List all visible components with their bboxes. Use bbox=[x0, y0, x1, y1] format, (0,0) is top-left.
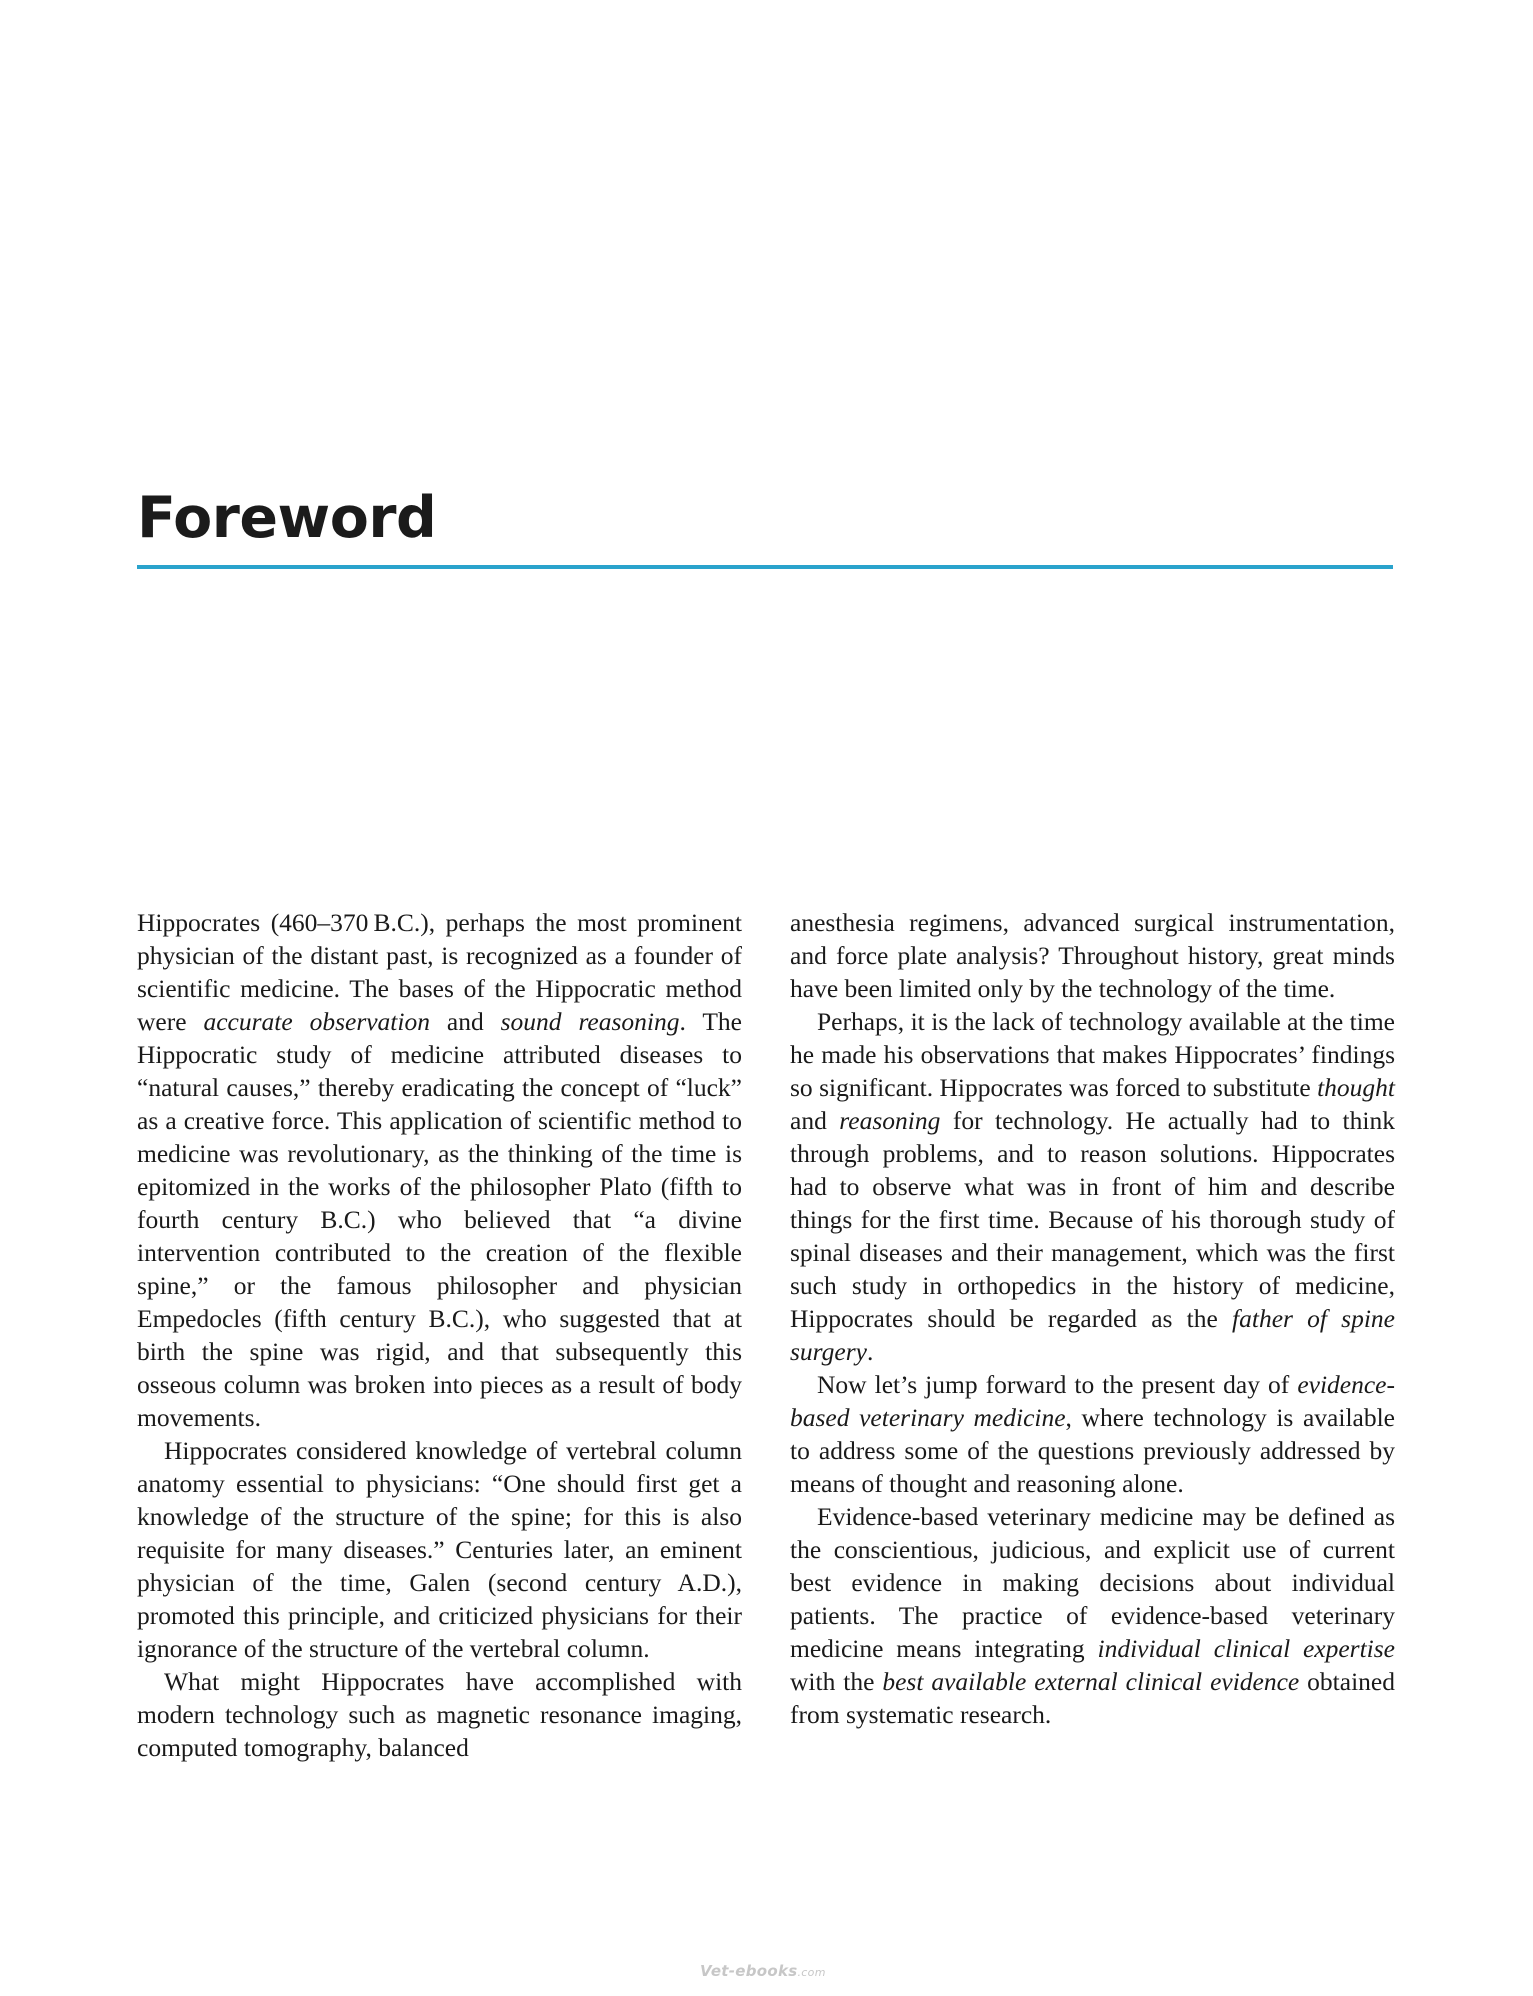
italic-text-run: father of spine surgery bbox=[790, 1304, 1395, 1366]
paragraph bbox=[137, 906, 742, 1434]
italic-text-run: sound reasoning bbox=[500, 1007, 680, 1036]
italic-text-run: best available external clinical evidence bbox=[882, 1667, 1300, 1696]
text-run: and bbox=[790, 1106, 840, 1135]
text-run: anesthesia regimens, advanced surgical instrumentation, and force plate analysis? Throughout history, great minds have been limited only by the technology of the time. bbox=[790, 908, 1395, 1003]
text-run: Perhaps, it is the lack of technology available at the time he made his observations that makes Hippocrates’ findings so significant. Hippocrates was forced to substitute bbox=[790, 1007, 1395, 1102]
watermark-site: Vet-ebooks bbox=[700, 1962, 798, 1980]
watermark bbox=[700, 1962, 826, 1980]
paragraph bbox=[137, 1665, 742, 1764]
text-run: , where technology is available to address some of the questions previously addressed by means of thought and reasoning alone. bbox=[790, 1403, 1395, 1498]
paragraph bbox=[790, 906, 1395, 1005]
text-run: with the bbox=[790, 1667, 883, 1696]
paragraph bbox=[790, 1005, 1395, 1368]
text-run: obtained from systematic research. bbox=[790, 1667, 1395, 1729]
text-run: Hippocrates (460–370 B.C.), perhaps the most prominent physician of the distant past, is recognized as a founder of scientific medicine. The bases of the Hippocratic method were bbox=[137, 908, 742, 1036]
paragraph bbox=[790, 1500, 1395, 1731]
italic-text-run: individual clinical expertise bbox=[1097, 1634, 1396, 1663]
text-run: . The Hippocratic study of medicine attributed diseases to “natural causes,” thereby eradicating the concept of “luck” as a creative force. This application of scientific method to medicine was revolutionary, as the thinking of the time is epitomized in the works of the philosopher Plato (fifth to fourth century B.C.) who believed that “a divine intervention contributed to the creation of the flexible spine,” or the famous philosopher and physician Empedocles (fifth century B.C.), who suggested that at birth the spine was rigid, and that subsequently this osseous column was broken into pieces as a result of body movements. bbox=[137, 1007, 742, 1432]
italic-text-run: accurate observation bbox=[203, 1007, 430, 1036]
text-run: Now let’s jump forward to the present day of bbox=[817, 1370, 1298, 1399]
italic-text-run: reasoning bbox=[839, 1106, 941, 1135]
page-title: Foreword bbox=[137, 485, 437, 551]
text-run: Evidence-based veterinary medicine may be defined as the conscientious, judicious, and explicit use of current best evidence in making decisions about individual patients. The practice of evidence-based veterinary medicine means integrating bbox=[790, 1502, 1395, 1663]
paragraph bbox=[137, 1434, 742, 1665]
watermark-tld: .com bbox=[797, 1966, 826, 1979]
italic-text-run: thought bbox=[1317, 1073, 1395, 1102]
text-run: Hippocrates considered knowledge of vertebral column anatomy essential to physicians: “One should first get a knowledge of the structure of the spine; for this is also requisite for many diseases.” Centuries later, an eminent physician of the time, Galen (second century A.D.), promoted this principle, and criticized physicians for their ignorance of the structure of the vertebral column. bbox=[137, 1436, 742, 1663]
left-text-column bbox=[137, 906, 742, 1764]
text-run: and bbox=[429, 1007, 501, 1036]
italic-text-run: evidence-based veterinary medicine bbox=[790, 1370, 1395, 1432]
text-run: for technology. He actually had to think through problems, and to reason solutions. Hippocrates had to observe what was in front of him and describe things for the first time. Because of his thorough study of spinal diseases and their management, which was the first such study in orthopedics in the history of medicine, Hippocrates should be regarded as the bbox=[790, 1106, 1395, 1333]
text-run: What might Hippocrates have accomplished with modern technology such as magnetic resonance imaging, computed tomography, balanced bbox=[137, 1667, 742, 1762]
right-text-column bbox=[790, 906, 1395, 1731]
text-run: . bbox=[866, 1337, 874, 1366]
title-underline-rule bbox=[137, 565, 1393, 569]
paragraph bbox=[790, 1368, 1395, 1500]
